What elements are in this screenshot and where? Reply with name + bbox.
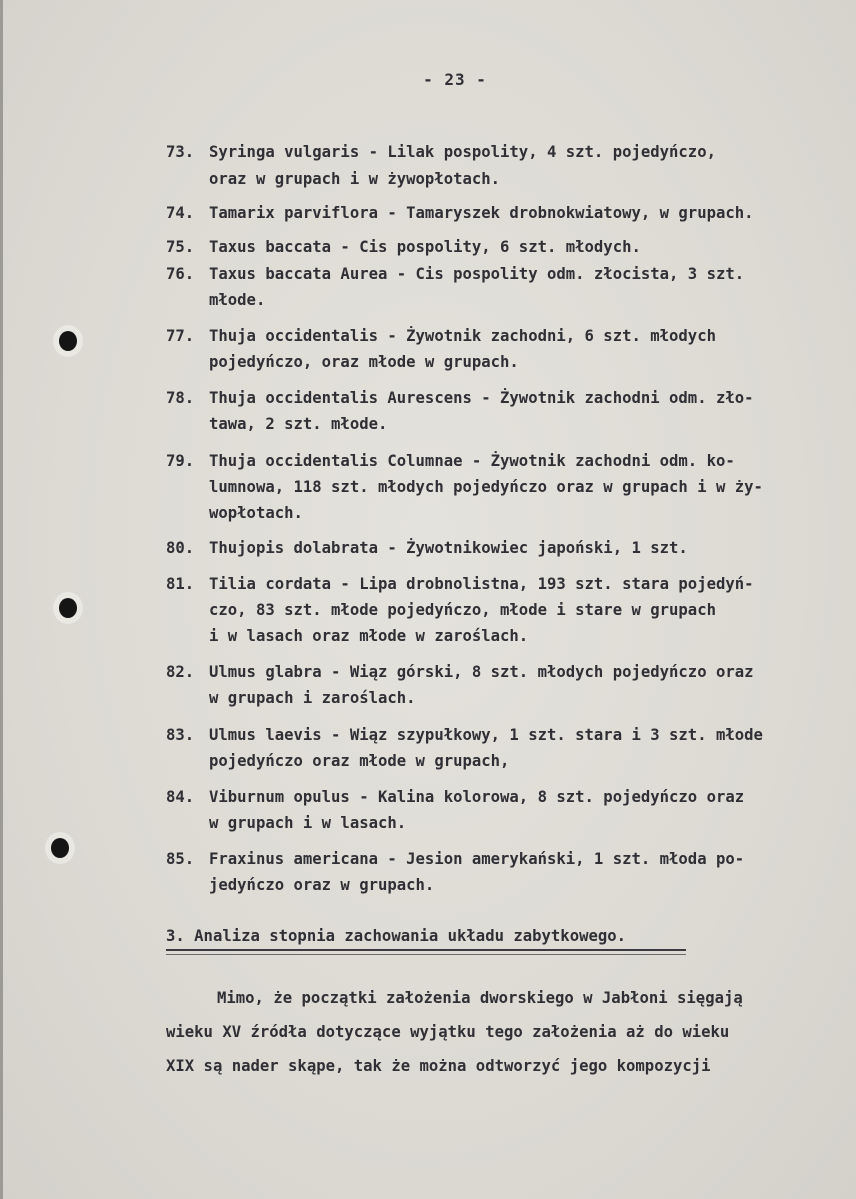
entry-line: Thuja occidentalis Columnae - Żywotnik zachodni odm. ko-: [209, 452, 735, 470]
heading-underline: [166, 949, 686, 951]
entry-line: Taxus baccata Aurea - Cis pospolity odm. złocista, 3 szt.: [209, 265, 745, 283]
entry-line: w grupach i zaroślach.: [209, 689, 416, 707]
entry-number: 85.: [166, 850, 195, 868]
entry-line: pojedyńczo oraz młode w grupach,: [209, 752, 510, 770]
heading-underline-double: [166, 954, 686, 955]
entry-number: 78.: [166, 389, 195, 407]
entry-number: 79.: [166, 452, 195, 470]
page-edge: [0, 0, 3, 1199]
entry-line: Taxus baccata - Cis pospolity, 6 szt. młodych.: [209, 238, 641, 256]
entry-line: jedyńczo oraz w grupach.: [209, 876, 435, 894]
entry-number: 76.: [166, 265, 195, 283]
entry-line: wopłotach.: [209, 504, 303, 522]
entry-number: 84.: [166, 788, 195, 806]
entry-line: Viburnum opulus - Kalina kolorowa, 8 szt. pojedyńczo oraz: [209, 788, 745, 806]
punch-hole: [51, 838, 69, 858]
entry-number: 80.: [166, 539, 195, 557]
entry-number: 77.: [166, 327, 195, 345]
entry-line: tawa, 2 szt. młode.: [209, 415, 388, 433]
punch-hole: [59, 598, 77, 618]
entry-line: Ulmus glabra - Wiąz górski, 8 szt. młodych pojedyńczo oraz: [209, 663, 754, 681]
entry-line: Thujopis dolabrata - Żywotnikowiec japoński, 1 szt.: [209, 539, 688, 557]
paragraph-line: XIX są nader skąpe, tak że można odtworzyć jego kompozycji: [166, 1057, 711, 1075]
paragraph-line: Mimo, że początki założenia dworskiego w Jabłoni sięgają: [217, 989, 743, 1007]
entry-number: 73.: [166, 143, 195, 161]
section-heading: 3. Analiza stopnia zachowania układu zabytkowego.: [166, 927, 627, 945]
entry-line: Tamarix parviflora - Tamaryszek drobnokwiatowy, w grupach.: [209, 204, 754, 222]
entry-number: 82.: [166, 663, 195, 681]
entry-line: czo, 83 szt. młode pojedyńczo, młode i stare w grupach: [209, 601, 716, 619]
entry-line: Syringa vulgaris - Lilak pospolity, 4 szt. pojedyńczo,: [209, 143, 716, 161]
entry-line: młode.: [209, 291, 266, 309]
entry-line: Tilia cordata - Lipa drobnolistna, 193 szt. stara pojedyń-: [209, 575, 754, 593]
entry-line: w grupach i w lasach.: [209, 814, 407, 832]
entry-line: Thuja occidentalis Aurescens - Żywotnik zachodni odm. zło-: [209, 389, 754, 407]
punch-hole: [59, 331, 77, 351]
entry-line: pojedyńczo, oraz młode w grupach.: [209, 353, 519, 371]
entry-number: 81.: [166, 575, 195, 593]
entry-line: Thuja occidentalis - Żywotnik zachodni, 6 szt. młodych: [209, 327, 716, 345]
entry-line: Fraxinus americana - Jesion amerykański, 1 szt. młoda po-: [209, 850, 745, 868]
entry-line: lumnowa, 118 szt. młodych pojedyńczo oraz w grupach i w ży-: [209, 478, 763, 496]
entry-number: 83.: [166, 726, 195, 744]
page-number: - 23 -: [423, 70, 487, 89]
entry-number: 75.: [166, 238, 195, 256]
entry-number: 74.: [166, 204, 195, 222]
entry-line: i w lasach oraz młode w zaroślach.: [209, 627, 529, 645]
entry-line: Ulmus laevis - Wiąz szypułkowy, 1 szt. stara i 3 szt. młode: [209, 726, 763, 744]
entry-line: oraz w grupach i w żywopłotach.: [209, 170, 501, 188]
paragraph-line: wieku XV źródła dotyczące wyjątku tego założenia aż do wieku: [166, 1023, 730, 1041]
